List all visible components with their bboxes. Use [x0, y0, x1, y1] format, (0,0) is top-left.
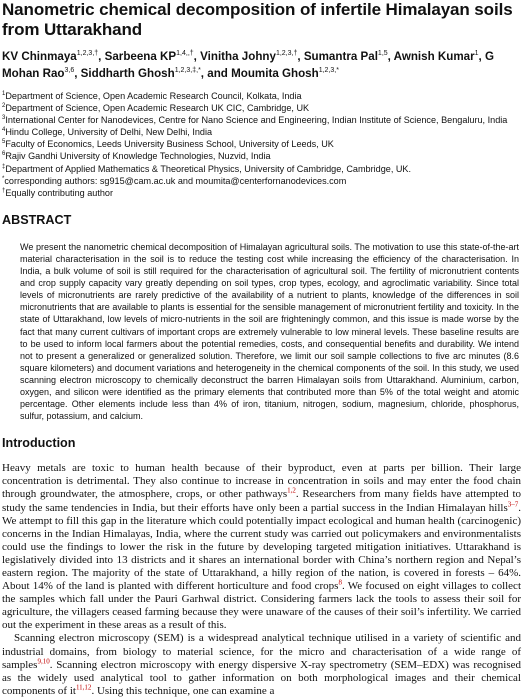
- body-text-segment: . Researchers from many fields have attempted to study the same tendencies in India, but their efforts have only been a partial success in the Indian Himalayan hills: [2, 488, 521, 514]
- author-name: Sarbeena KP: [104, 50, 177, 63]
- affiliation-text: Rajiv Gandhi University of Knowledge Technologies, Nuzvid, India: [5, 151, 271, 162]
- author-name: Siddharth Ghosh: [80, 67, 175, 80]
- author-name: G Mohan Rao: [2, 50, 495, 80]
- author-affiliation-marker: 1,4,,†: [176, 50, 194, 58]
- citation-link[interactable]: 11,12: [75, 683, 92, 692]
- body-text-segment: . We focused on eight villages to collect the samples which fall under the Pauri Garhwal district. Considering farmers lack the tools to assess their soil for agriculture, the villagers ceased farming because they were unaware of the causes of their soil’s infertility. We carried out the experiment in these areas as a result of this.: [2, 580, 521, 632]
- author-name: Moumita Ghosh: [231, 67, 319, 80]
- author-affiliation-marker: 1,2,3,*: [318, 67, 339, 75]
- author-and: and: [207, 67, 228, 80]
- affiliation-marker: 2: [2, 103, 6, 110]
- affiliation-list: [2, 90, 525, 199]
- author-affiliation-marker: 3,6: [64, 67, 75, 75]
- body-text-segment: . Scanning electron microscopy with energy dispersive X-ray spectrometry (SEM–EDX) was recognised as the widely used analytical tool to gather information on both morphological images and their chemical components of it: [2, 658, 521, 697]
- body-text-segment: Heavy metals are toxic to human health because of their byproduct, even at parts per billion. Their large concentration is detrimental. They also continue to increase in concentration in soils and may enter the food chain through groundwater, the atmosphere, crops, or other pathways: [2, 462, 521, 501]
- introduction-body: [0, 462, 525, 698]
- affiliation-item: [2, 102, 517, 114]
- abstract-heading: ABSTRACT: [2, 212, 72, 227]
- body-text-segment: . We attempt to fill this gap in the literature which could potentially impact ecological and human health (carcinogenic) concerns in the Indian Himalayas, India, where the current study was carried out policymakers and environmentalists could use the findings to lower the risk in the future by developing targeted mitigation initiatives. Uttarakhand is legislatively divided into 13 districts and it shares an international border with China’s northern region and Nepal’s eastern region. The majority of the state of Uttarakhand, a hilly region of the nation, is covered in forests – 64%. About 14% of the land is planted with different horticulture and food crops: [2, 501, 521, 593]
- affiliation-item: [2, 175, 517, 187]
- author-affiliation-marker: 1: [474, 50, 479, 58]
- affiliation-text: corresponding authors: sg915@cam.ac.uk and moumita@centerfornanodevices.com: [4, 175, 347, 186]
- author-name: KV Chinmaya: [2, 50, 77, 63]
- affiliation-text: Department of Applied Mathematics & Theoretical Physics, University of Cambridge, Cambridge, UK.: [5, 163, 412, 174]
- affiliation-item: [2, 114, 517, 126]
- introduction-paragraph-2: [2, 632, 521, 697]
- citation-link[interactable]: 3–7: [507, 499, 519, 508]
- introduction-paragraph-1: [2, 462, 521, 632]
- body-text-segment: . Using this technique, one can examine a: [91, 684, 275, 697]
- author-affiliation-marker: 1,5: [377, 50, 388, 58]
- paper-title: Nanometric chemical decomposition of infertile Himalayan soils from Uttarakhand: [2, 0, 513, 39]
- author-name: Awnish Kumar: [393, 50, 475, 63]
- affiliation-item: [2, 126, 517, 138]
- affiliation-item: [2, 150, 517, 162]
- affiliation-text: International Center for Nanodevices, Centre for Nano Science and Engineering, Indian Institute of Science, Bengaluru, India: [5, 115, 508, 126]
- author-affiliation-marker: 1,2,3,†: [275, 50, 298, 58]
- author-affiliation-marker: 1,2,3,‡,*: [174, 67, 201, 75]
- affiliation-marker: 6: [2, 151, 6, 158]
- affiliation-item: [2, 187, 517, 199]
- affiliation-item: [2, 90, 517, 102]
- affiliation-item: [2, 163, 517, 175]
- affiliation-item: [2, 138, 517, 150]
- affiliation-text: Equally contributing author: [5, 187, 114, 198]
- author-name: Vinitha Johny: [200, 50, 276, 63]
- affiliation-marker: 1: [2, 90, 6, 97]
- body-text-segment: Scanning electron microscopy (SEM) is a widespread analytical technique utilised in a variety of scientific and industrial domains, from biology to material science, for the micro and characterisation of a wide range of samples: [2, 632, 521, 671]
- affiliation-text: Faculty of Economics, Leeds University Business School, University of Leeds, UK: [5, 139, 334, 150]
- affiliation-marker: *: [2, 175, 5, 182]
- affiliation-text: Hindu College, University of Delhi, New Delhi, India: [5, 127, 213, 138]
- author-list: KV Chinmaya$^{1,2,3,\dagger}$, Sarbeena $KP^{1,4,,\dagger}$, Vinitha Johny$^{1,2,3,\dagger}$, Sumantra Pal$^{1,5}$, Awnish Kumar$^1$, G Mohan Rao$^{3,6}$, Siddharth Ghosh$^{1,2,3,\ddagger,*}$, and Moumita Ghosh$^{1,2,3,*}$: [2, 50, 495, 80]
- citation-link[interactable]: 1,2: [287, 486, 296, 495]
- affiliation-marker: 3: [2, 115, 6, 122]
- introduction-heading: Introduction: [2, 436, 76, 451]
- citation-link[interactable]: 8: [338, 578, 342, 587]
- affiliation-text: Department of Science, Open Academic Research UK CIC, Cambridge, UK: [5, 103, 310, 114]
- abstract-body: We present the nanometric chemical decomposition of Himalayan agricultural soils. The motivation to use this state-of-the-art material characterisation in the soil is to reduce the testing cost while increasing the efficiency of the characterisation. In India, a bulk volume of soil is still required for the characterisation of agricultural soil. The fertility of micronutrient contents and crop supply capacity vary greatly depending on soil types, crop types, ecology, and agroclimatic variability. Since total levels of micronutrients are rarely predictive of the availability of a nutrient to plants, knowledge of the differences in soil micronutrients that are available to plants is essential for the sensible management of micronutrient fertility and toxicity. In the state of Uttarakhand, low levels of micro-nutrients in the soil are frighteningly common, and this issue is made worse by the fact that many current cultivars of important crops are extremely vulnerable to low mineral levels. These baseline results are to be used to inform local farmers about the potential remedies, costs, and consequential benefits and durability. We intend not to present a generalized or generalized solution. Therefore, we limit our soil sample collections to five arc minutes (8.6 square kilometers) and document variations and heterogeneity in the chemical components of the soil. In this study, we used scanning electron microscopy to chemically deconstruct the barren Himalayan soils from Uttarakhand. Aluminium, carbon, oxygen, and silicon were identified as the primary elements that contributed more than 5% of the total weight and atomic percentage. Other elements include less than 4% of iron, titanium, nitrogen, sodium, magnesium, chloride, phosphorus, sulfur, potassium, and calcium.: [20, 241, 519, 422]
- affiliation-text: Department of Science, Open Academic Research Council, Kolkata, India: [5, 91, 302, 101]
- affiliation-marker: 5: [2, 139, 6, 146]
- author-name: Sumantra Pal: [303, 50, 378, 63]
- affiliation-marker: 4: [2, 127, 6, 134]
- affiliation-marker: †: [2, 187, 6, 194]
- citation-link[interactable]: 9,10: [37, 657, 50, 665]
- affiliation-marker: ‡: [2, 163, 6, 170]
- author-affiliation-marker: 1,2,3,†: [76, 50, 99, 58]
